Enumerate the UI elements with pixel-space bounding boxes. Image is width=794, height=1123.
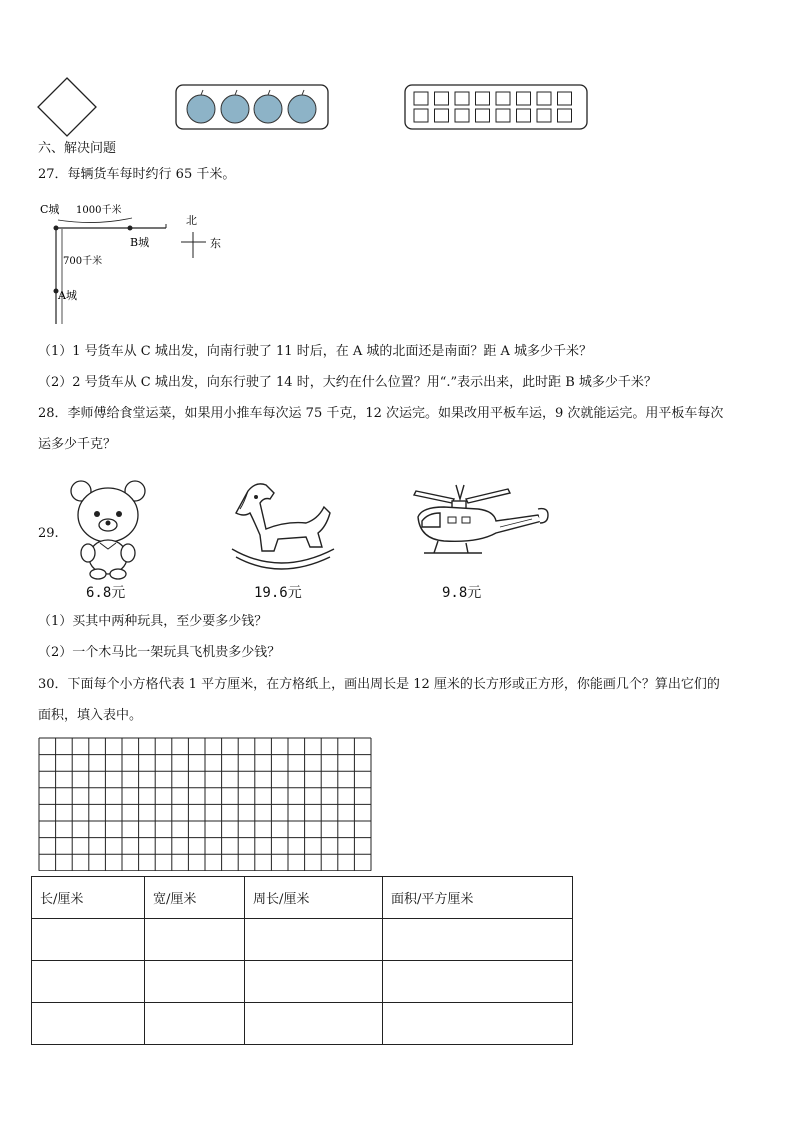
b-city-label: B城 xyxy=(130,236,150,249)
table-row xyxy=(32,919,573,961)
q27-sub1: （1）1 号货车从 C 城出发，向南行驶了 11 时后，在 A 城的北面还是南面？距 A 城多少千米？ xyxy=(38,344,592,359)
header-width: 宽/厘米 xyxy=(145,877,245,919)
small-square-icon xyxy=(558,92,572,105)
small-square-icon xyxy=(517,92,531,105)
q28-line1: 28．李师傅给食堂运菜，如果用小推车每次运 75 千克，12 次运完。如果改用平板车运，9 次就能运完。用平板车每次 xyxy=(38,406,724,421)
answer-cell[interactable] xyxy=(145,919,245,961)
horse-price: 19.6元 xyxy=(254,585,302,601)
q29-sub1: （1）买其中两种玩具，至少要多少钱？ xyxy=(38,614,268,629)
apple-icon xyxy=(288,90,316,123)
small-square-icon xyxy=(496,92,510,105)
answer-cell[interactable] xyxy=(245,961,383,1003)
answer-cell[interactable] xyxy=(245,1003,383,1045)
a-city-label: A城 xyxy=(58,289,77,302)
east-label: 东 xyxy=(210,237,221,250)
answer-cell[interactable] xyxy=(32,1003,145,1045)
square-grid-paper[interactable] xyxy=(38,737,374,871)
answer-table xyxy=(31,876,573,1045)
compass-icon xyxy=(181,232,206,258)
apple-icon xyxy=(221,90,249,123)
apple-box-figure xyxy=(175,84,329,130)
small-square-icon xyxy=(435,92,449,105)
q30-line2: 面积，填入表中。 xyxy=(38,708,143,723)
answer-cell[interactable] xyxy=(145,1003,245,1045)
header-length: 长/厘米 xyxy=(32,877,145,919)
section-title: 六、解决问题 xyxy=(38,141,117,156)
q30-line1: 30．下面每个小方格代表 1 平方厘米，在方格纸上，画出周长是 12 厘米的长方形或正方形，你能画几个？算出它们的 xyxy=(38,677,720,692)
square-box-figure xyxy=(404,84,588,130)
q29-sub2: （2）一个木马比一架玩具飞机贵多少钱？ xyxy=(38,645,281,660)
small-square-icon xyxy=(517,109,531,122)
table-row xyxy=(32,961,573,1003)
small-square-icon xyxy=(455,109,469,122)
helicopter-price: 9.8元 xyxy=(442,585,482,601)
header-perimeter: 周长/厘米 xyxy=(245,877,383,919)
answer-cell[interactable] xyxy=(145,961,245,1003)
small-square-icon xyxy=(476,92,490,105)
small-square-icon xyxy=(414,92,428,105)
answer-cell[interactable] xyxy=(383,1003,573,1045)
small-square-icon xyxy=(537,109,551,122)
b-city-dot xyxy=(128,226,133,231)
c-city-label: C城 xyxy=(40,203,60,216)
small-square-icon xyxy=(455,92,469,105)
rocking-horse-toy-icon xyxy=(226,477,338,571)
apple-icon xyxy=(254,90,282,123)
q29-number: 29. xyxy=(38,526,59,541)
diamond-shape xyxy=(36,76,98,138)
small-square-icon xyxy=(496,109,510,122)
cb-distance-label: 1000千米 xyxy=(76,205,122,216)
small-square-icon xyxy=(414,109,428,122)
small-square-icon xyxy=(558,109,572,122)
c-city-dot xyxy=(54,226,59,231)
answer-cell[interactable] xyxy=(32,919,145,961)
bear-toy-icon xyxy=(66,477,150,581)
table-header-row xyxy=(32,877,573,919)
q27-sub2: （2）2 号货车从 C 城出发，向东行驶了 14 时，大约在什么位置？用“.”表示出来，此时距 B 城多少千米？ xyxy=(38,375,657,390)
answer-cell[interactable] xyxy=(32,961,145,1003)
ca-distance-label: 700千米 xyxy=(63,256,103,267)
header-area: 面积/平方厘米 xyxy=(383,877,573,919)
q27-map xyxy=(36,196,236,326)
small-square-icon xyxy=(435,109,449,122)
answer-cell[interactable] xyxy=(383,919,573,961)
bear-price: 6.8元 xyxy=(86,585,126,601)
table-row xyxy=(32,1003,573,1045)
small-square-icon xyxy=(537,92,551,105)
north-label: 北 xyxy=(186,214,197,227)
helicopter-toy-icon xyxy=(408,477,554,565)
q28-line2: 运多少千克？ xyxy=(38,437,117,452)
small-square-icon xyxy=(476,109,490,122)
answer-cell[interactable] xyxy=(383,961,573,1003)
apple-icon xyxy=(187,90,215,123)
answer-cell[interactable] xyxy=(245,919,383,961)
q27-stem: 27．每辆货车每时约行 65 千米。 xyxy=(38,167,236,182)
